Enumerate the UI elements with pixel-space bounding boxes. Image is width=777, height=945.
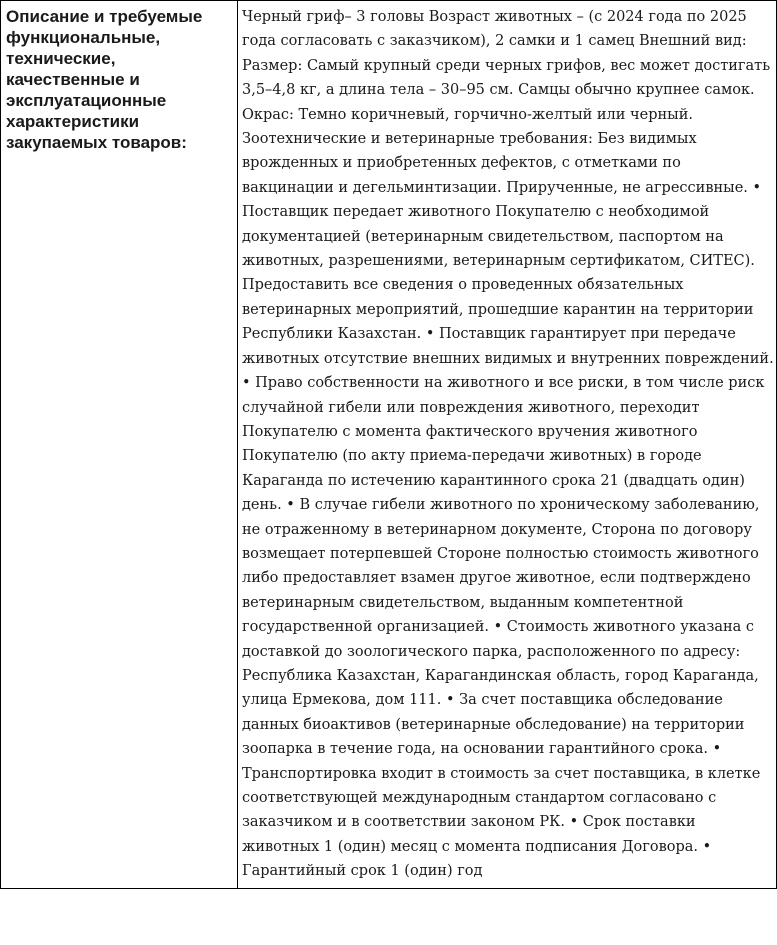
characteristics-label: Описание и требуемые функциональные, технические, качественные и эксплуатационные характеристики закупаемых товаров: <box>1 1 238 889</box>
table-row <box>1 1 777 889</box>
characteristics-cell <box>238 1 777 889</box>
characteristics-text: Черный гриф– 3 головы Возраст животных – (с 2024 года по 2025 года согласовать с заказчиком), 2 самки и 1 самец Внешний вид: Размер: Самый крупный среди черных грифов, вес может достигать 3,5–4,8 кг, а длина тела – 30–95 см. Самцы обычно крупнее самок. Окрас: Темно коричневый, горчично-желтый или черный. Зоотехнические и ветеринарные требования: Без видимых врожденных и приобретенных дефектов, с отметками по вакцинации и дегельминтизации. Прирученные, не агрессивные. • Поставщик передает животного Покупателю с необходимой документацией (ветеринарным свидетельством, паспортом на животных, разрешениями, ветеринарным сертификатом, СИТЕС). Предоставить все сведения о проведенных обязательных ветеринарных мероприятий, прошедшие карантин на территории Республики Казахстан. • Поставщик гарантирует при передаче животных отсутствие внешних видимых и внутренних повреждений. • Право собственности на животного и все риски, в том числе риск случайной гибели или повреждения животного, переходит Покупателю с момента фактического вручения животного Покупателю (по акту приема-передачи животных) в городе Караганда по истечению карантинного срока 21 (двадцать один) день. • В случае гибели животного по хроническому заболеванию, не отраженному в ветеринарном документе, Сторона по договору возмещает потерпевшей Стороне полностью стоимость животного либо предоставляет взамен другое животное, если подтверждено ветеринарным свидетельством, выданным компетентной государственной организацией. • Стоимость животного указана с доставкой до зоологического парка, расположенного по адресу: Республика Казахстан, Карагандинская область, город Караганда, улица Ермекова, дом 111. • За счет поставщика обследование данных биоактивов (ветеринарные обследование) на территории зоопарка в течение года, на основании гарантийного срока. • Транспортировка входит в стоимость за счет поставщика, в клетке соответствующей международным стандартом согласовано с заказчиком и в соответствии законом РК. • Срок поставки животных 1 (один) месяц с момента подписания Договора. • Гарантийный срок 1 (один) год <box>242 9 774 880</box>
